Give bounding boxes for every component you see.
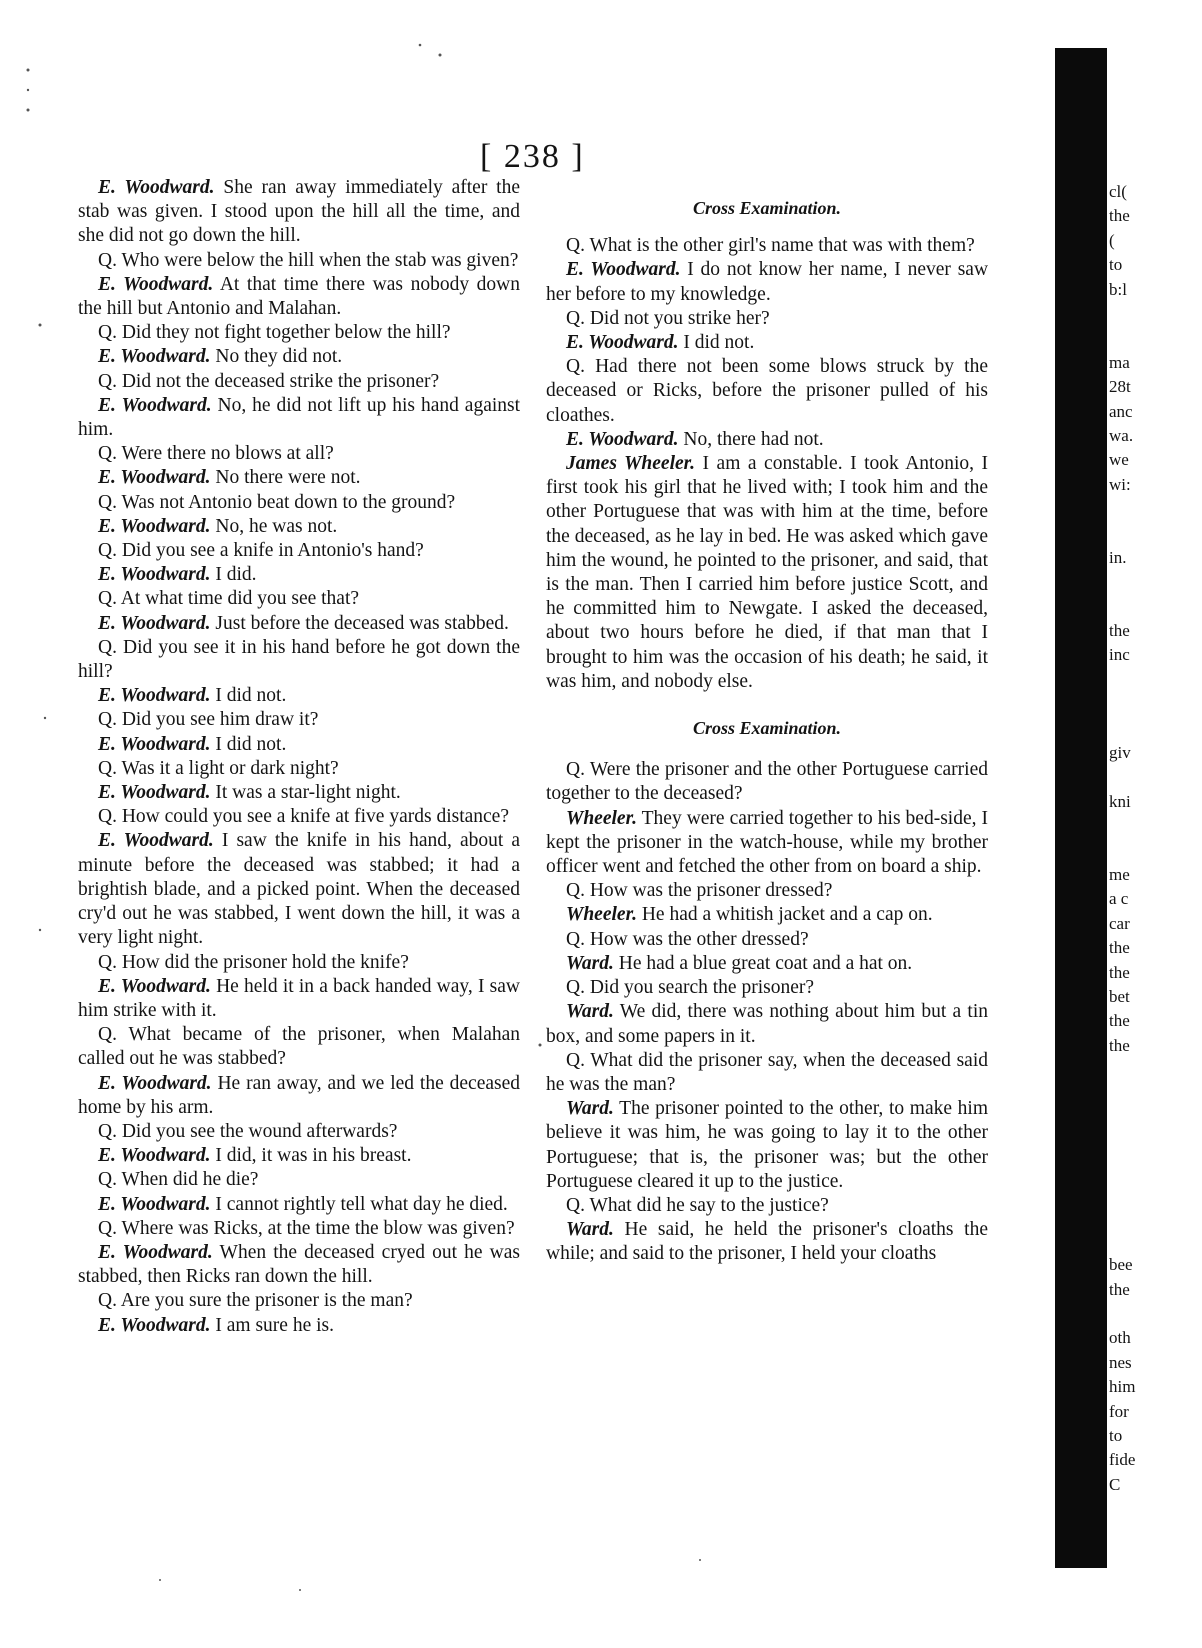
testimony-paragraph xyxy=(546,452,988,694)
adjacent-page-line: bet xyxy=(1109,986,1130,1006)
testimony-text: Q. Did they not fight together below the hill? xyxy=(98,322,451,344)
speaker-name: Ward. xyxy=(566,1098,614,1120)
adjacent-page-line: nes xyxy=(1109,1352,1132,1372)
adjacent-page-line: b:l xyxy=(1109,279,1127,299)
testimony-paragraph xyxy=(78,757,520,781)
speaker-name: E. Woodward. xyxy=(98,1193,211,1215)
testimony-text: Q. Did you see a knife in Antonio's hand? xyxy=(98,540,424,562)
testimony-text: I cannot rightly tell what day he died. xyxy=(215,1193,508,1215)
testimony-paragraph xyxy=(546,879,988,903)
testimony-paragraph xyxy=(546,331,988,355)
speaker-name: E. Woodward. xyxy=(98,273,214,295)
left-column xyxy=(78,176,520,1338)
testimony-text: Q. At what time did you see that? xyxy=(98,588,360,610)
speaker-name: E. Woodward. xyxy=(98,394,212,416)
testimony-text: Q. Did you see him draw it? xyxy=(98,709,319,731)
testimony-paragraph xyxy=(78,345,520,369)
testimony-paragraph xyxy=(78,587,520,611)
speaker-name: E. Woodward. xyxy=(98,1145,211,1167)
testimony-text: She ran away immediately after the stab was given. I stood upon the hill all the time, and she did not go down the hill. xyxy=(78,177,521,247)
testimony-paragraph xyxy=(546,976,988,1000)
binding-gutter-shadow xyxy=(1055,48,1107,1568)
adjacent-page-line: the xyxy=(1109,1011,1130,1031)
testimony-text: Q. What did he say to the justice? xyxy=(566,1194,829,1216)
testimony-text: Q. Did you search the prisoner? xyxy=(566,977,815,999)
adjacent-page-line: the xyxy=(1109,206,1130,226)
testimony-text: Just before the deceased was stabbed. xyxy=(215,612,509,634)
adjacent-page-line: in. xyxy=(1109,547,1127,567)
testimony-text: He ran away, and we led the deceased home by his arm. xyxy=(78,1072,521,1118)
adjacent-page-line xyxy=(1109,1156,1201,1180)
adjacent-page-line xyxy=(1109,570,1201,594)
page-number: [ 238 ] xyxy=(480,138,585,175)
testimony-paragraph xyxy=(78,708,520,732)
adjacent-page-line: ( xyxy=(1109,230,1115,250)
adjacent-page-line: car xyxy=(1109,913,1130,933)
adjacent-page-line xyxy=(1109,1229,1201,1253)
adjacent-page-line: wa. xyxy=(1109,425,1134,445)
adjacent-page-line: wi: xyxy=(1109,474,1131,494)
adjacent-page-line: me xyxy=(1109,864,1130,884)
testimony-text: Q. Were the prisoner and the other Portuguese carried together to the deceased? xyxy=(546,759,988,805)
testimony-text: Q. What did the prisoner say, when the deceased said he was the man? xyxy=(546,1049,988,1095)
adjacent-page-line: for xyxy=(1109,1401,1129,1421)
testimony-paragraph xyxy=(546,807,988,880)
testimony-paragraph xyxy=(78,1072,520,1120)
testimony-paragraph xyxy=(78,539,520,563)
adjacent-page-line xyxy=(1109,692,1201,716)
speaker-name: E. Woodward. xyxy=(98,685,211,707)
speaker-name: E. Woodward. xyxy=(98,830,214,852)
adjacent-page-line xyxy=(1109,1302,1201,1326)
speaker-name: E. Woodward. xyxy=(98,1314,211,1336)
adjacent-page-line: to xyxy=(1109,255,1123,275)
speaker-name: Ward. xyxy=(566,952,614,974)
testimony-text: I did, it was in his breast. xyxy=(215,1145,412,1167)
adjacent-page-line: 28t xyxy=(1109,377,1131,397)
testimony-text: He said, he held the prisoner's cloaths the while; and said to the prisoner, I held your cloaths xyxy=(546,1219,988,1265)
adjacent-page-line: ma xyxy=(1109,352,1130,372)
testimony-text: I did. xyxy=(215,564,257,586)
testimony-paragraph xyxy=(78,466,520,490)
testimony-paragraph xyxy=(78,1120,520,1144)
testimony-paragraph xyxy=(78,442,520,466)
testimony-text: No they did not. xyxy=(215,346,343,368)
testimony-text: Q. How did the prisoner hold the knife? xyxy=(98,951,409,973)
cross-examination-heading: Cross Examination. xyxy=(692,198,842,218)
speaker-name: E. Woodward. xyxy=(98,515,211,537)
adjacent-page-line xyxy=(1109,1180,1201,1204)
testimony-paragraph xyxy=(546,1097,988,1194)
speaker-name: E. Woodward. xyxy=(98,346,211,368)
adjacent-page-line xyxy=(1109,1131,1201,1155)
adjacent-page-line xyxy=(1109,1204,1201,1228)
adjacent-page-line xyxy=(1109,497,1201,521)
adjacent-page-line: anc xyxy=(1109,401,1133,421)
testimony-paragraph xyxy=(546,258,988,306)
testimony-paragraph xyxy=(546,428,988,452)
testimony-text: Q. Where was Ricks, at the time the blow was given? xyxy=(98,1217,515,1239)
testimony-text: I do not know her name, I never saw her before to my knowledge. xyxy=(546,259,989,305)
testimony-text: Q. Were there no blows at all? xyxy=(98,443,334,465)
speaker-name: Wheeler. xyxy=(566,904,637,926)
testimony-paragraph xyxy=(546,1194,988,1218)
testimony-text: Q. What became of the prisoner, when Malahan called out he was stabbed? xyxy=(78,1024,520,1070)
adjacent-page-line: kni xyxy=(1109,791,1131,811)
adjacent-page-line: fide xyxy=(1109,1450,1136,1470)
adjacent-page-line: oth xyxy=(1109,1328,1131,1348)
adjacent-page-line: inc xyxy=(1109,645,1130,665)
adjacent-page-line xyxy=(1109,717,1201,741)
testimony-text: Q. How was the prisoner dressed? xyxy=(566,880,833,902)
testimony-paragraph xyxy=(78,684,520,708)
testimony-paragraph xyxy=(78,563,520,587)
testimony-text: He held it in a back handed way, I saw him strike with it. xyxy=(78,975,520,1021)
speaker-name: E. Woodward. xyxy=(98,1241,213,1263)
adjacent-page-line xyxy=(1109,595,1201,619)
testimony-paragraph xyxy=(78,612,520,636)
testimony-paragraph xyxy=(78,829,520,950)
testimony-paragraph xyxy=(78,394,520,442)
testimony-text: I did not. xyxy=(215,685,287,707)
testimony-text: It was a star-light night. xyxy=(215,782,401,804)
speaker-name: E. Woodward. xyxy=(566,428,679,450)
testimony-text: When the deceased cryed out he was stabbed, then Ricks ran down the hill. xyxy=(78,1241,520,1288)
adjacent-page-line: to xyxy=(1109,1425,1123,1445)
testimony-text: No, there had not. xyxy=(683,428,824,450)
adjacent-page-fragment xyxy=(1109,180,1201,1560)
testimony-paragraph xyxy=(546,903,988,927)
speaker-name: E. Woodward. xyxy=(98,612,211,634)
adjacent-page-line: him xyxy=(1109,1377,1136,1397)
adjacent-page-line xyxy=(1109,668,1201,692)
testimony-text: Q. Who were below the hill when the stab was given? xyxy=(98,249,519,271)
testimony-paragraph xyxy=(546,1000,988,1048)
adjacent-page-line: giv xyxy=(1109,742,1131,762)
speaker-name: Ward. xyxy=(566,1219,614,1241)
testimony-paragraph xyxy=(78,1144,520,1168)
testimony-paragraph xyxy=(78,1241,520,1289)
testimony-paragraph xyxy=(546,1049,988,1097)
cross-examination-heading-2: Cross Examination. xyxy=(692,718,842,739)
adjacent-page-line: the xyxy=(1109,938,1130,958)
testimony-text: No, he did not lift up his hand against him. xyxy=(78,394,521,441)
testimony-text: Q. Did you see it in his hand before he got down the hill? xyxy=(78,636,520,683)
adjacent-page-line xyxy=(1109,1107,1201,1131)
adjacent-page-line: bee xyxy=(1109,1255,1133,1275)
adjacent-page-line xyxy=(1109,1082,1201,1106)
testimony-paragraph xyxy=(78,636,520,684)
testimony-paragraph xyxy=(78,1289,520,1313)
adjacent-page-line: cl( xyxy=(1109,182,1127,201)
testimony-paragraph xyxy=(78,273,520,321)
testimony-paragraph xyxy=(78,1217,520,1241)
testimony-text: We did, there was nothing about him but a tin box, and some papers in it. xyxy=(546,1001,988,1047)
testimony-text: Q. Was not Antonio beat down to the ground? xyxy=(98,491,456,513)
testimony-text: I saw the knife in his hand, about a minute before the deceased was stabbed; it had a brightish blade, and a picked point. When the deceased cry'd out he was stabbed, I went down the hill, it was a very light night. xyxy=(78,830,521,949)
testimony-paragraph xyxy=(78,370,520,394)
speaker-name: E. Woodward. xyxy=(98,733,211,755)
testimony-paragraph xyxy=(78,491,520,515)
testimony-paragraph xyxy=(78,515,520,539)
testimony-text: Q. Did not the deceased strike the prisoner? xyxy=(98,370,440,392)
testimony-paragraph xyxy=(546,1218,988,1266)
testimony-text: No there were not. xyxy=(215,467,361,489)
testimony-paragraph xyxy=(546,355,988,428)
testimony-text: I am a constable. I took Antonio, I first took his girl that he lived with; I took him and the other Portuguese that was with him at the time, before the deceased, as he lay in bed. He was asked which gave him the wound, he pointed to the prisoner, and said, that is the man. Then I carried him before justice Scott, and he committed him to Newgate. I asked the deceased, about two hours before he died, if that man that I brought to him was the occasion of his death; he said, it was him, and nobody else. xyxy=(546,453,989,692)
speaker-name: E. Woodward. xyxy=(98,975,211,997)
right-column xyxy=(546,196,988,1267)
testimony-text: Q. When did he die? xyxy=(98,1169,259,1191)
right-section-1 xyxy=(546,234,988,694)
testimony-paragraph xyxy=(78,805,520,829)
adjacent-page-line: the xyxy=(1109,1035,1130,1055)
testimony-text: They were carried together to his bed-side, I kept the prisoner in the watch-house, while my brother officer went and fetched the other from on board a ship. xyxy=(546,807,988,878)
testimony-paragraph xyxy=(546,928,988,952)
testimony-paragraph xyxy=(78,176,520,249)
testimony-paragraph xyxy=(78,321,520,345)
testimony-text: Q. Had there not been some blows struck by the deceased or Ricks, before the prisoner pulled of his cloathes. xyxy=(546,356,988,426)
testimony-text: I did not. xyxy=(683,332,755,354)
adjacent-page-line xyxy=(1109,839,1201,863)
speaker-name: Wheeler. xyxy=(566,807,637,829)
adjacent-page-line: a c xyxy=(1109,889,1129,909)
testimony-paragraph xyxy=(546,952,988,976)
speaker-name: E. Woodward. xyxy=(566,259,681,281)
testimony-paragraph xyxy=(546,307,988,331)
speaker-name: E. Woodward. xyxy=(98,564,211,586)
speaker-name: E. Woodward. xyxy=(566,332,679,354)
adjacent-page-line xyxy=(1109,521,1201,545)
testimony-text: Q. Did not you strike her? xyxy=(566,307,770,329)
testimony-paragraph xyxy=(78,1314,520,1338)
testimony-text: Q. How could you see a knife at five yards distance? xyxy=(98,806,509,828)
adjacent-page-line xyxy=(1109,326,1201,350)
testimony-text: Q. What is the other girl's name that was with them? xyxy=(566,235,975,257)
testimony-paragraph xyxy=(546,758,988,806)
speaker-name: James Wheeler. xyxy=(566,453,696,475)
testimony-text: Q. How was the other dressed? xyxy=(566,928,809,950)
right-section-2 xyxy=(546,758,988,1266)
speaker-name: Ward. xyxy=(566,1001,614,1023)
testimony-paragraph xyxy=(78,733,520,757)
adjacent-page-line: C xyxy=(1109,1474,1121,1494)
testimony-text: He had a whitish jacket and a cap on. xyxy=(641,904,933,926)
adjacent-page-line: the xyxy=(1109,962,1130,982)
adjacent-page-line xyxy=(1109,814,1201,838)
testimony-text: I am sure he is. xyxy=(215,1314,334,1336)
testimony-text: The prisoner pointed to the other, to make him believe it was him, he was going to lay it to the other Portuguese; that is, the prisoner was; but the other Portuguese cleared it up to the justice. xyxy=(546,1098,988,1192)
testimony-paragraph xyxy=(546,234,988,258)
testimony-paragraph xyxy=(78,781,520,805)
speaker-name: E. Woodward. xyxy=(98,782,211,804)
adjacent-page-line xyxy=(1109,1058,1201,1082)
speaker-name: E. Woodward. xyxy=(98,1072,212,1094)
adjacent-page-line: the xyxy=(1109,1279,1130,1299)
testimony-text: Q. Are you sure the prisoner is the man? xyxy=(98,1290,413,1312)
testimony-paragraph xyxy=(78,249,520,273)
testimony-paragraph xyxy=(78,1023,520,1071)
speaker-name: E. Woodward. xyxy=(98,467,211,489)
testimony-text: He had a blue great coat and a hat on. xyxy=(618,952,913,974)
testimony-text: Q. Was it a light or dark night? xyxy=(98,757,339,779)
testimony-paragraph xyxy=(78,951,520,975)
testimony-paragraph xyxy=(78,975,520,1023)
adjacent-page-line xyxy=(1109,765,1201,789)
adjacent-page-line: the xyxy=(1109,621,1130,641)
testimony-text: No, he was not. xyxy=(215,515,338,537)
testimony-text: I did not. xyxy=(215,733,287,755)
testimony-text: Q. Did you see the wound afterwards? xyxy=(98,1120,398,1142)
adjacent-page-line: we xyxy=(1109,450,1129,470)
adjacent-page-line xyxy=(1109,302,1201,326)
testimony-paragraph xyxy=(78,1168,520,1192)
testimony-paragraph xyxy=(78,1193,520,1217)
speaker-name: E. Woodward. xyxy=(98,177,215,198)
testimony-text: At that time there was nobody down the hill but Antonio and Malahan. xyxy=(78,273,521,320)
